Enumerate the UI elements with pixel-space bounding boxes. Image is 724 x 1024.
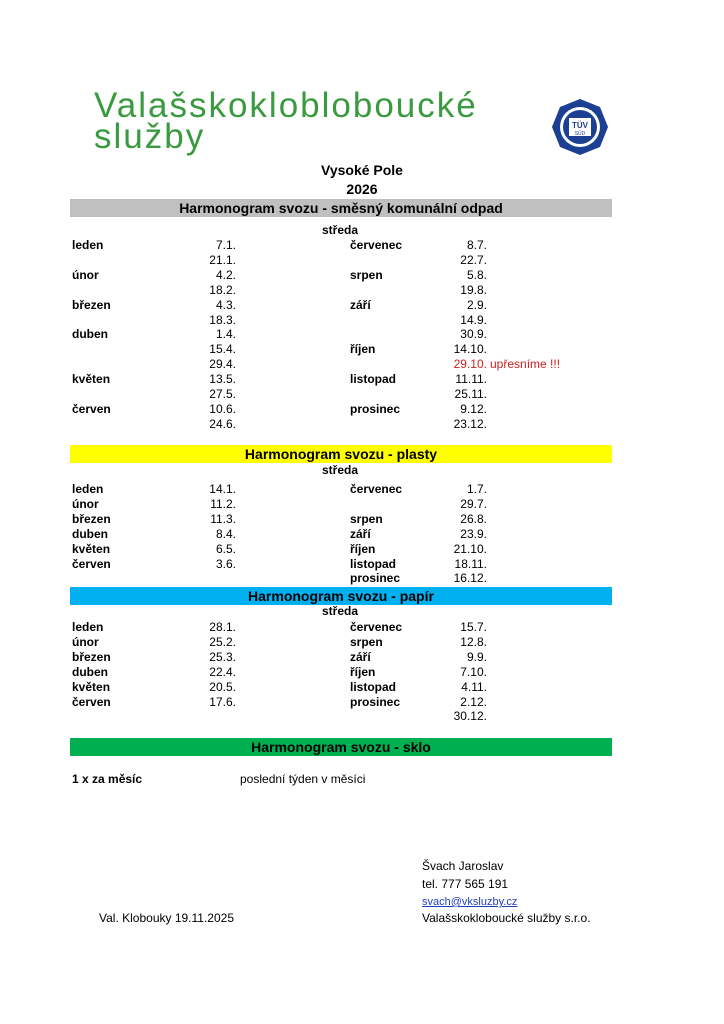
month-label: únor (72, 267, 99, 282)
month-label: prosinec (350, 571, 401, 586)
month-label: srpen (350, 511, 383, 526)
collection-date: 8.4. (215, 526, 236, 541)
month-label: listopad (350, 679, 397, 694)
collection-date: 29.4. (209, 357, 236, 372)
collection-date: 15.4. (209, 342, 236, 357)
collection-date: 27.5. (209, 387, 236, 401)
collection-date: 25.2. (209, 634, 236, 649)
collection-date: 21.1. (209, 252, 236, 267)
collection-date: 29.7. (460, 496, 487, 511)
section-header-paper: Harmonogram svozu - papír (70, 587, 612, 605)
weekday-label-mixed: středa (322, 223, 359, 237)
contact-email[interactable]: svach@vksluzby.cz (422, 896, 518, 908)
month-label: červen (72, 556, 111, 571)
month-label: březen (72, 511, 111, 526)
collection-date: 14.10. (453, 342, 487, 357)
contact-name: Švach Jaroslav (422, 859, 504, 873)
collection-date: 17.6. (209, 694, 236, 709)
collection-date: 3.6. (215, 556, 236, 571)
month-label: červenec (350, 238, 403, 252)
collection-date: 24.6. (209, 416, 236, 431)
month-label: září (350, 297, 371, 312)
logo-line-1: Valašskoklobloboucké (94, 86, 478, 125)
month-label: červenec (350, 482, 403, 496)
collection-date: 16.12. (453, 571, 487, 586)
collection-date: 2.12. (460, 694, 487, 709)
collection-date: 23.9. (460, 526, 487, 541)
month-label: leden (72, 620, 104, 634)
collection-date: 19.8. (460, 282, 487, 297)
month-label: červen (72, 694, 111, 709)
collection-date: 4.3. (215, 297, 236, 312)
month-label: listopad (350, 372, 397, 387)
month-label: květen (72, 372, 111, 387)
collection-date: 18.3. (209, 312, 236, 327)
collection-date: 12.8. (460, 634, 487, 649)
weekday-label-plastic: středa (322, 463, 359, 477)
collection-date: 22.4. (209, 664, 236, 679)
collection-date: 30.12. (453, 709, 487, 724)
collection-date: 5.8. (466, 267, 487, 282)
contact-email-link[interactable] (422, 893, 517, 911)
logo-line-2: služby (94, 117, 206, 156)
month-label: duben (72, 664, 108, 679)
month-label: říjen (350, 541, 376, 556)
collection-date: 18.11. (454, 556, 487, 571)
month-label: srpen (350, 634, 383, 649)
month-label: říjen (350, 664, 376, 679)
collection-date: 11.3. (210, 511, 236, 526)
collection-date: 10.6. (209, 401, 236, 416)
collection-date: 30.9. (460, 327, 487, 342)
collection-date: 14.1. (209, 482, 236, 496)
weekday-label-paper: středa (322, 604, 359, 618)
collection-date: 18.2. (209, 282, 236, 297)
place-title: Vysoké Pole (321, 162, 403, 178)
collection-date: 14.9. (460, 312, 487, 327)
collection-date: 1.4. (215, 327, 236, 342)
month-label: říjen (350, 342, 376, 357)
company-name: Valašskokloboucké služby s.r.o. (422, 911, 591, 925)
month-label: prosinec (350, 401, 401, 416)
collection-date: 7.10. (460, 664, 487, 679)
collection-date: 11.11. (455, 372, 487, 387)
collection-date: 11.2. (210, 496, 236, 511)
date-note: upřesníme !!! (490, 357, 561, 372)
month-label: červenec (350, 620, 403, 634)
year-title: 2026 (346, 181, 378, 197)
collection-date: 8.7. (466, 238, 487, 252)
month-label: duben (72, 327, 108, 342)
collection-date: 2.9. (466, 297, 487, 312)
month-label: březen (72, 649, 111, 664)
collection-date: 20.5. (209, 679, 236, 694)
cert-subtext: SÜD (574, 131, 586, 137)
collection-date: 21.10. (453, 541, 487, 556)
month-label: leden (72, 482, 104, 496)
month-label: září (350, 649, 371, 664)
section-header-mixed-waste: Harmonogram svozu - směsný komunální odpad (70, 199, 612, 217)
collection-date: 22.7. (460, 252, 487, 267)
month-label: srpen (350, 267, 383, 282)
month-label: prosinec (350, 694, 401, 709)
collection-date: 25.11. (454, 387, 487, 401)
section-header-glass: Harmonogram svozu - sklo (70, 738, 612, 756)
collection-date: 13.5. (209, 372, 236, 387)
collection-date: 26.8. (460, 511, 487, 526)
cert-text: TÜV (572, 121, 588, 130)
collection-date: 6.5. (215, 541, 236, 556)
month-label: duben (72, 526, 108, 541)
glass-frequency: 1 x za měsíc (72, 772, 143, 786)
month-label: leden (72, 238, 104, 252)
collection-date: 15.7. (460, 620, 487, 634)
month-label: září (350, 526, 371, 541)
collection-date: 1.7. (466, 482, 487, 496)
month-label: únor (72, 634, 99, 649)
month-label: listopad (350, 556, 397, 571)
contact-phone: tel. 777 565 191 (422, 877, 509, 891)
month-label: únor (72, 496, 99, 511)
collection-date: 25.3. (209, 649, 236, 664)
collection-date: 29.10. (453, 357, 487, 372)
collection-date: 4.2. (215, 267, 236, 282)
section-header-plastic: Harmonogram svozu - plasty (70, 445, 612, 463)
place-and-date: Val. Klobouky 19.11.2025 (99, 911, 234, 925)
collection-date: 7.1. (215, 238, 236, 252)
collection-date: 23.12. (453, 416, 487, 431)
month-label: červen (72, 401, 111, 416)
collection-date: 4.11. (461, 679, 487, 694)
collection-date: 28.1. (209, 620, 236, 634)
month-label: březen (72, 297, 111, 312)
tuv-certification-icon (551, 98, 609, 156)
collection-date: 9.12. (460, 401, 487, 416)
month-label: květen (72, 541, 111, 556)
month-label: květen (72, 679, 111, 694)
glass-description: poslední týden v měsíci (240, 772, 366, 786)
collection-date: 9.9. (466, 649, 487, 664)
company-logo (94, 86, 478, 156)
